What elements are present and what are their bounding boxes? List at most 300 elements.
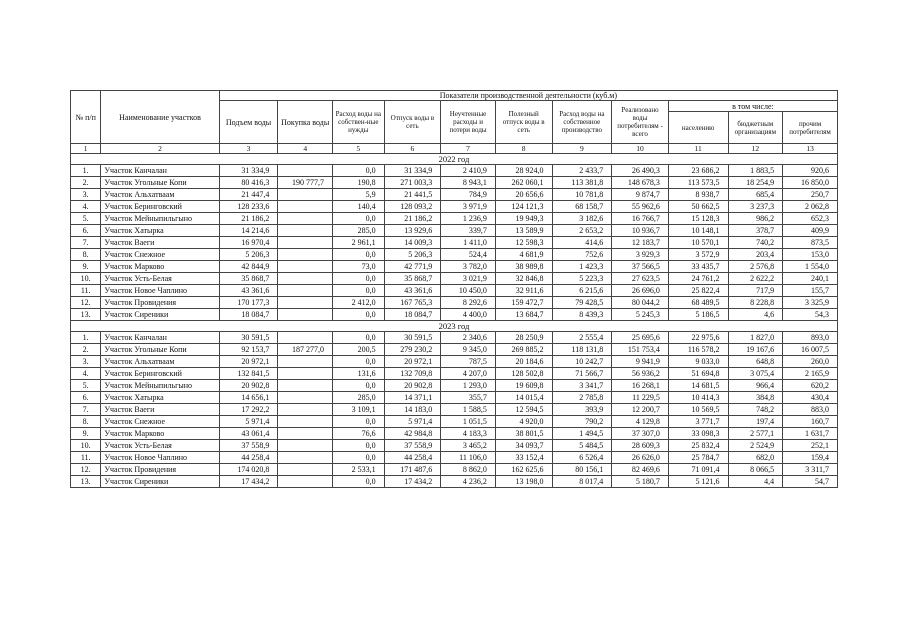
site-name-cell: Участок Мейныпильгыно	[101, 380, 219, 392]
value-cell: 620,2	[783, 380, 838, 392]
value-cell: 22 975,6	[668, 332, 728, 344]
value-cell: 30 591,5	[384, 332, 441, 344]
value-cell: 790,2	[552, 416, 612, 428]
value-cell: 17 434,2	[384, 476, 441, 488]
value-cell: 190,8	[333, 177, 385, 189]
value-cell: 167 765,3	[384, 297, 441, 309]
row-number-cell: 7.	[71, 404, 101, 416]
value-cell: 10 570,1	[668, 237, 728, 249]
row-number-cell: 13.	[71, 476, 101, 488]
value-cell: 0,0	[333, 380, 385, 392]
value-cell: 269 885,2	[495, 344, 552, 356]
value-cell: 56 936,2	[612, 368, 669, 380]
table-row	[71, 404, 838, 416]
row-number-cell: 10.	[71, 440, 101, 452]
value-cell: 4 400,0	[441, 309, 496, 321]
column-number: 7	[441, 144, 496, 154]
site-name-cell: Участок Беринговский	[101, 368, 219, 380]
value-cell: 25 784,7	[668, 452, 728, 464]
value-cell: 2 622,2	[728, 273, 783, 285]
value-cell: 43 061,4	[219, 428, 278, 440]
value-cell: 409,9	[783, 225, 838, 237]
value-cell: 20 184,6	[495, 356, 552, 368]
value-cell: 155,7	[783, 285, 838, 297]
header-group: Показатели производственной деятельности (куб.м)	[219, 91, 837, 101]
value-cell: 4 236,2	[441, 476, 496, 488]
value-cell: 80 156,1	[552, 464, 612, 476]
site-name-cell: Участок Усть-Белая	[101, 273, 219, 285]
value-cell: 6 215,6	[552, 285, 612, 297]
header-col-population: населению	[668, 112, 728, 144]
value-cell: 153,0	[783, 249, 838, 261]
table-row	[71, 225, 838, 237]
value-cell: 79 428,5	[552, 297, 612, 309]
production-indicators-table	[70, 90, 838, 488]
row-number-cell: 11.	[71, 452, 101, 464]
value-cell: 28 609,3	[612, 440, 669, 452]
value-cell: 171 487,6	[384, 464, 441, 476]
table-row	[71, 273, 838, 285]
value-cell: 2 062,8	[783, 201, 838, 213]
value-cell: 393,9	[552, 404, 612, 416]
table-row	[71, 416, 838, 428]
value-cell: 200,5	[333, 344, 385, 356]
value-cell: 37 558,9	[219, 440, 278, 452]
value-cell: 1 588,5	[441, 404, 496, 416]
value-cell: 262 060,1	[495, 177, 552, 189]
value-cell: 23 686,2	[668, 165, 728, 177]
table-row	[71, 249, 838, 261]
site-name-cell: Участок Новое Чаплино	[101, 285, 219, 297]
value-cell: 384,8	[728, 392, 783, 404]
value-cell: 240,1	[783, 273, 838, 285]
value-cell: 92 153,7	[219, 344, 278, 356]
column-number: 9	[552, 144, 612, 154]
site-name-cell: Участок Сиреники	[101, 309, 219, 321]
value-cell: 4 681,9	[495, 249, 552, 261]
value-cell: 82 469,6	[612, 464, 669, 476]
value-cell: 2 165,9	[783, 368, 838, 380]
value-cell: 35 868,7	[384, 273, 441, 285]
table-row	[71, 213, 838, 225]
value-cell: 16 007,5	[783, 344, 838, 356]
value-cell: 19 609,8	[495, 380, 552, 392]
value-cell: 21 186,2	[219, 213, 278, 225]
value-cell: 3 782,0	[441, 261, 496, 273]
table-row	[71, 237, 838, 249]
value-cell: 42 984,8	[384, 428, 441, 440]
value-cell: 3 182,6	[552, 213, 612, 225]
column-number: 4	[278, 144, 333, 154]
value-cell: 170 177,3	[219, 297, 278, 309]
value-cell: 35 868,7	[219, 273, 278, 285]
value-cell: 5 180,7	[612, 476, 669, 488]
value-cell: 42 844,9	[219, 261, 278, 273]
value-cell	[278, 404, 333, 416]
value-cell: 55 962,6	[612, 201, 669, 213]
value-cell: 4,6	[728, 309, 783, 321]
value-cell: 1 293,0	[441, 380, 496, 392]
value-cell: 159 472,7	[495, 297, 552, 309]
site-name-cell: Участок Марково	[101, 428, 219, 440]
value-cell: 1 554,0	[783, 261, 838, 273]
value-cell	[278, 261, 333, 273]
value-cell: 8 292,6	[441, 297, 496, 309]
value-cell: 0,0	[333, 356, 385, 368]
value-cell: 113 381,8	[552, 177, 612, 189]
column-number: 6	[384, 144, 441, 154]
value-cell: 3 311,7	[783, 464, 838, 476]
table-row	[71, 309, 838, 321]
value-cell: 33 098,3	[668, 428, 728, 440]
value-cell: 0,0	[333, 440, 385, 452]
year-label: 2023 год	[71, 321, 838, 332]
row-number-cell: 4.	[71, 201, 101, 213]
value-cell: 113 573,5	[668, 177, 728, 189]
row-number-cell: 13.	[71, 309, 101, 321]
value-cell: 0,0	[333, 285, 385, 297]
column-number: 12	[728, 144, 783, 154]
value-cell: 203,4	[728, 249, 783, 261]
header-col-lift: Подъем воды	[219, 101, 278, 144]
table-row	[71, 368, 838, 380]
value-cell: 5 223,3	[552, 273, 612, 285]
value-cell: 80 044,2	[612, 297, 669, 309]
value-cell: 0,0	[333, 476, 385, 488]
site-name-cell: Участок Провидения	[101, 297, 219, 309]
value-cell: 54,7	[783, 476, 838, 488]
value-cell: 37 307,0	[612, 428, 669, 440]
production-indicators-sheet	[70, 90, 838, 488]
row-number-cell: 4.	[71, 368, 101, 380]
value-cell: 33 152,4	[495, 452, 552, 464]
value-cell	[278, 392, 333, 404]
value-cell: 752,6	[552, 249, 612, 261]
site-name-cell: Участок Снежное	[101, 249, 219, 261]
value-cell	[278, 165, 333, 177]
value-cell: 12 598,3	[495, 237, 552, 249]
value-cell: 4 920,0	[495, 416, 552, 428]
value-cell: 80 416,3	[219, 177, 278, 189]
value-cell: 13 198,0	[495, 476, 552, 488]
value-cell: 8 228,8	[728, 297, 783, 309]
value-cell: 21 186,2	[384, 213, 441, 225]
value-cell: 986,2	[728, 213, 783, 225]
value-cell: 71 091,4	[668, 464, 728, 476]
table-row	[71, 201, 838, 213]
table-row	[71, 344, 838, 356]
value-cell: 4,4	[728, 476, 783, 488]
table-row	[71, 476, 838, 488]
value-cell: 5 206,3	[384, 249, 441, 261]
table-row	[71, 165, 838, 177]
value-cell: 25 832,4	[668, 440, 728, 452]
value-cell: 524,4	[441, 249, 496, 261]
table-row	[71, 380, 838, 392]
site-name-cell: Участок Беринговский	[101, 201, 219, 213]
column-number-row	[71, 144, 838, 154]
value-cell: 5 121,6	[668, 476, 728, 488]
value-cell	[278, 428, 333, 440]
value-cell: 260,0	[783, 356, 838, 368]
table-row	[71, 440, 838, 452]
value-cell: 784,9	[441, 189, 496, 201]
site-name-cell: Участок Марково	[101, 261, 219, 273]
value-cell: 3 971,9	[441, 201, 496, 213]
row-number-cell: 11.	[71, 285, 101, 297]
value-cell: 430,4	[783, 392, 838, 404]
value-cell: 787,5	[441, 356, 496, 368]
header-col-useful-supply: Полезный отпуск воды в сеть	[495, 101, 552, 144]
value-cell: 17 292,2	[219, 404, 278, 416]
year-row	[71, 154, 838, 165]
value-cell: 252,1	[783, 440, 838, 452]
value-cell: 1 494,5	[552, 428, 612, 440]
value-cell: 19 167,6	[728, 344, 783, 356]
table-row	[71, 428, 838, 440]
header-col-losses: Неучтенные расходы и потери воды	[441, 101, 496, 144]
year-row	[71, 321, 838, 332]
value-cell: 10 569,5	[668, 404, 728, 416]
table-row	[71, 285, 838, 297]
value-cell: 8 862,0	[441, 464, 496, 476]
value-cell: 174 020,8	[219, 464, 278, 476]
value-cell: 5 971,4	[384, 416, 441, 428]
table-row	[71, 464, 838, 476]
value-cell: 20 972,1	[384, 356, 441, 368]
value-cell: 0,0	[333, 332, 385, 344]
value-cell: 339,7	[441, 225, 496, 237]
row-number-cell: 10.	[71, 273, 101, 285]
value-cell: 10 936,7	[612, 225, 669, 237]
site-name-cell: Участок Снежное	[101, 416, 219, 428]
value-cell: 2 785,8	[552, 392, 612, 404]
value-cell: 31 334,9	[384, 165, 441, 177]
column-number: 2	[101, 144, 219, 154]
value-cell: 34 093,7	[495, 440, 552, 452]
value-cell: 124 121,3	[495, 201, 552, 213]
value-cell: 271 003,3	[384, 177, 441, 189]
value-cell: 21 447,4	[219, 189, 278, 201]
site-name-cell: Участок Мейныпильгыно	[101, 213, 219, 225]
row-number-cell: 5.	[71, 213, 101, 225]
value-cell: 9 345,0	[441, 344, 496, 356]
value-cell	[278, 201, 333, 213]
value-cell	[278, 452, 333, 464]
value-cell: 3 021,9	[441, 273, 496, 285]
value-cell: 12 200,7	[612, 404, 669, 416]
row-number-cell: 1.	[71, 165, 101, 177]
site-name-cell: Участок Новое Чаплино	[101, 452, 219, 464]
value-cell: 11 106,0	[441, 452, 496, 464]
value-cell: 14 183,0	[384, 404, 441, 416]
value-cell: 26 490,3	[612, 165, 669, 177]
value-cell: 6 526,4	[552, 452, 612, 464]
value-cell: 197,4	[728, 416, 783, 428]
value-cell: 118 131,8	[552, 344, 612, 356]
value-cell: 8 017,4	[552, 476, 612, 488]
value-cell: 3 572,9	[668, 249, 728, 261]
value-cell: 2 410,9	[441, 165, 496, 177]
value-cell: 4 207,0	[441, 368, 496, 380]
value-cell: 378,7	[728, 225, 783, 237]
value-cell: 3 237,3	[728, 201, 783, 213]
row-number-cell: 9.	[71, 261, 101, 273]
value-cell: 5 971,4	[219, 416, 278, 428]
value-cell: 148 678,3	[612, 177, 669, 189]
value-cell: 128 502,8	[495, 368, 552, 380]
value-cell: 5 484,5	[552, 440, 612, 452]
header-num: № п/п	[71, 91, 101, 144]
value-cell	[278, 332, 333, 344]
table-row	[71, 392, 838, 404]
value-cell: 4 183,3	[441, 428, 496, 440]
value-cell: 37 566,5	[612, 261, 669, 273]
value-cell: 1 883,5	[728, 165, 783, 177]
value-cell: 8 066,5	[728, 464, 783, 476]
value-cell: 38 801,5	[495, 428, 552, 440]
value-cell: 3 341,7	[552, 380, 612, 392]
column-number: 10	[612, 144, 669, 154]
table-row	[71, 452, 838, 464]
value-cell: 16 268,1	[612, 380, 669, 392]
value-cell: 10 414,3	[668, 392, 728, 404]
value-cell: 20 902,8	[219, 380, 278, 392]
value-cell: 18 084,7	[219, 309, 278, 321]
value-cell: 44 258,4	[384, 452, 441, 464]
value-cell: 0,0	[333, 309, 385, 321]
row-number-cell: 3.	[71, 356, 101, 368]
site-name-cell: Участок Угольные Копи	[101, 177, 219, 189]
value-cell: 0,0	[333, 416, 385, 428]
value-cell: 3 325,9	[783, 297, 838, 309]
header-col-own-production: Расход воды на собственное производство	[552, 101, 612, 144]
value-cell	[278, 368, 333, 380]
site-name-cell: Участок Провидения	[101, 464, 219, 476]
header-col-purchase: Покупка воды	[278, 101, 333, 144]
value-cell: 19 949,3	[495, 213, 552, 225]
value-cell: 162 625,6	[495, 464, 552, 476]
value-cell	[278, 464, 333, 476]
value-cell: 43 361,6	[384, 285, 441, 297]
value-cell	[278, 416, 333, 428]
value-cell: 16 970,4	[219, 237, 278, 249]
row-number-cell: 6.	[71, 392, 101, 404]
header-col-sold-total: Реализовано воды потребителям - всего	[612, 101, 669, 144]
value-cell: 116 578,2	[668, 344, 728, 356]
value-cell: 12 183,7	[612, 237, 669, 249]
value-cell: 414,6	[552, 237, 612, 249]
value-cell: 26 696,0	[612, 285, 669, 297]
value-cell: 10 450,0	[441, 285, 496, 297]
value-cell: 43 361,6	[219, 285, 278, 297]
value-cell: 2 961,1	[333, 237, 385, 249]
value-cell: 1 411,0	[441, 237, 496, 249]
value-cell: 0,0	[333, 273, 385, 285]
value-cell: 2 412,0	[333, 297, 385, 309]
header-col-own-needs: Расход воды на собствен-ные нужды	[333, 101, 385, 144]
value-cell: 31 334,9	[219, 165, 278, 177]
value-cell: 38 989,8	[495, 261, 552, 273]
value-cell: 1 236,9	[441, 213, 496, 225]
site-name-cell: Участок Ваеги	[101, 404, 219, 416]
value-cell: 648,8	[728, 356, 783, 368]
value-cell: 20 972,1	[219, 356, 278, 368]
value-cell	[278, 237, 333, 249]
value-cell	[278, 476, 333, 488]
value-cell: 279 230,2	[384, 344, 441, 356]
value-cell: 32 911,6	[495, 285, 552, 297]
value-cell	[278, 440, 333, 452]
value-cell: 3 771,7	[668, 416, 728, 428]
column-number: 5	[333, 144, 385, 154]
value-cell: 0,0	[333, 452, 385, 464]
value-cell: 26 626,0	[612, 452, 669, 464]
value-cell: 8 943,1	[441, 177, 496, 189]
value-cell: 5,9	[333, 189, 385, 201]
table-row	[71, 356, 838, 368]
value-cell: 4 129,8	[612, 416, 669, 428]
value-cell: 14 656,1	[219, 392, 278, 404]
value-cell: 10 242,7	[552, 356, 612, 368]
value-cell: 132 841,5	[219, 368, 278, 380]
value-cell: 682,0	[728, 452, 783, 464]
header-col-budget-orgs: бюджетным организациям	[728, 112, 783, 144]
value-cell: 883,0	[783, 404, 838, 416]
row-number-cell: 8.	[71, 249, 101, 261]
value-cell: 71 566,7	[552, 368, 612, 380]
value-cell	[278, 189, 333, 201]
value-cell: 2 577,1	[728, 428, 783, 440]
value-cell: 285,0	[333, 392, 385, 404]
value-cell: 285,0	[333, 225, 385, 237]
site-name-cell: Участок Канчалан	[101, 165, 219, 177]
column-number: 11	[668, 144, 728, 154]
value-cell: 20 656,6	[495, 189, 552, 201]
value-cell: 2 533,1	[333, 464, 385, 476]
value-cell: 68 489,5	[668, 297, 728, 309]
value-cell: 893,0	[783, 332, 838, 344]
row-number-cell: 2.	[71, 177, 101, 189]
value-cell: 33 435,7	[668, 261, 728, 273]
value-cell: 9 874,7	[612, 189, 669, 201]
value-cell: 14 009,3	[384, 237, 441, 249]
value-cell: 2 576,8	[728, 261, 783, 273]
value-cell: 5 186,5	[668, 309, 728, 321]
value-cell: 14 214,6	[219, 225, 278, 237]
value-cell: 1 051,5	[441, 416, 496, 428]
value-cell: 50 662,5	[668, 201, 728, 213]
value-cell: 1 827,0	[728, 332, 783, 344]
row-number-cell: 7.	[71, 237, 101, 249]
value-cell	[278, 273, 333, 285]
value-cell: 42 771,9	[384, 261, 441, 273]
site-name-cell: Участок Альхатваам	[101, 356, 219, 368]
value-cell: 5 206,3	[219, 249, 278, 261]
value-cell: 30 591,5	[219, 332, 278, 344]
value-cell: 20 902,8	[384, 380, 441, 392]
value-cell: 28 250,9	[495, 332, 552, 344]
value-cell	[278, 225, 333, 237]
value-cell: 14 681,5	[668, 380, 728, 392]
header-name: Наименование участков	[101, 91, 219, 144]
value-cell: 1 423,3	[552, 261, 612, 273]
row-number-cell: 6.	[71, 225, 101, 237]
site-name-cell: Участок Хатырка	[101, 225, 219, 237]
value-cell: 18 084,7	[384, 309, 441, 321]
value-cell: 355,7	[441, 392, 496, 404]
row-number-cell: 1.	[71, 332, 101, 344]
